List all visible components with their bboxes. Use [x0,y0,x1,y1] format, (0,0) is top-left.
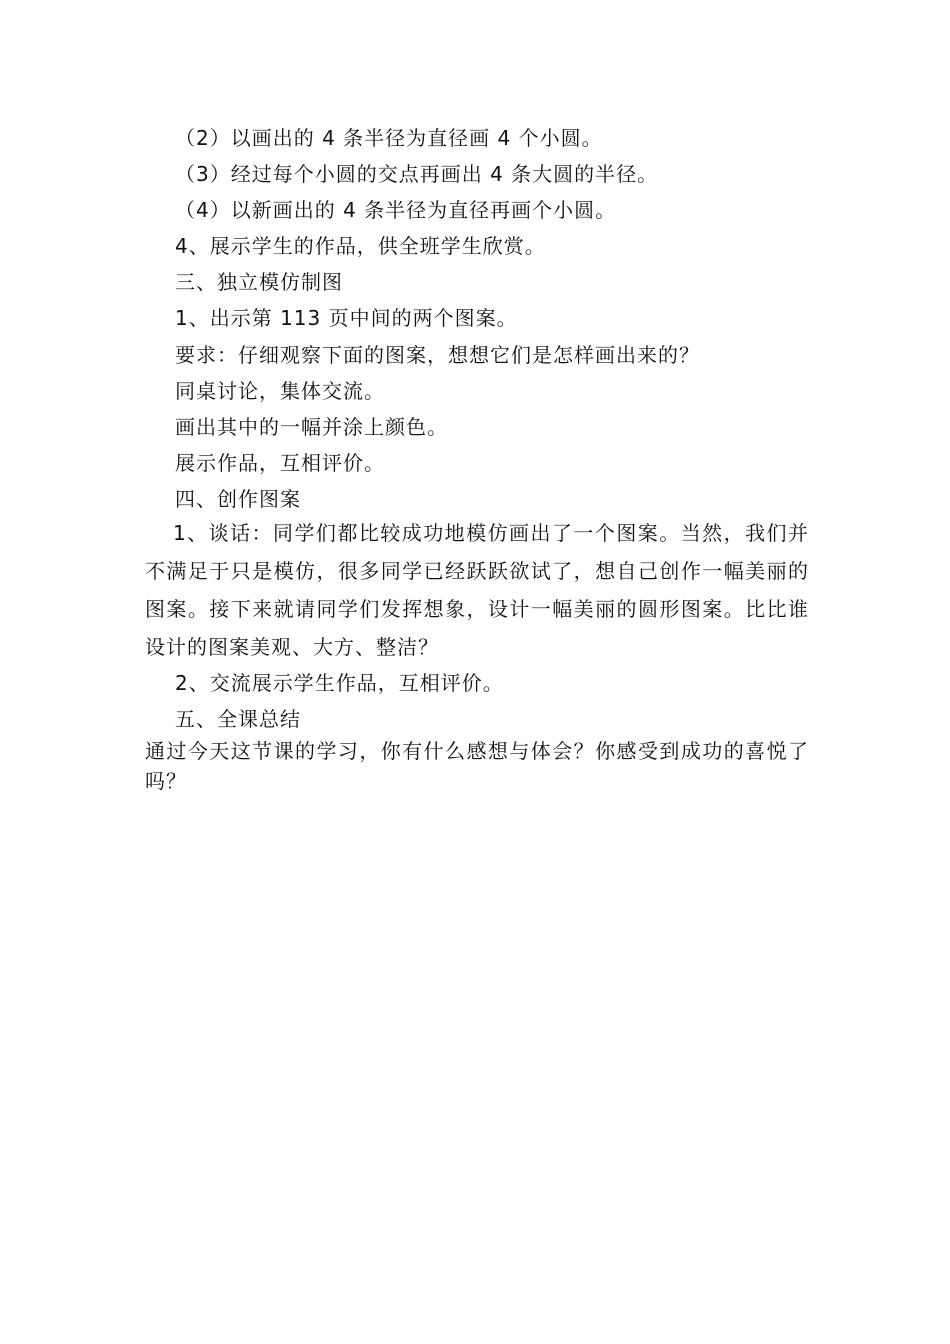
item-2-text: 2、交流展示学生作品，互相评价。 [175,671,504,695]
step-4-text: （4）以新画出的 4 条半径为直径再画个小圆。 [175,198,617,222]
step-2-text: （2）以画出的 4 条半径为直径画 4 个小圆。 [175,126,603,150]
evaluate-text: 展示作品，互相评价。 [175,451,385,475]
item-1-text: 1、出示第 113 页中间的两个图案。 [175,306,518,330]
draw-color-text: 画出其中的一幅并涂上颜色。 [175,415,448,439]
discussion-text: 同桌讨论，集体交流。 [175,379,385,403]
section-heading-5: 五、全课总结 [175,707,301,731]
talk-paragraph-text: 1、谈话：同学们都比较成功地模仿画出了一个图案。当然，我们并不满足于只是模仿，很多同学已经跃跃欲试了，想自己创作一幅美丽的图案。接下来就请同学们发挥想象，设计一幅美丽的圆形图案。比比谁设计的图案美观、大方、整洁？ [145,521,809,659]
summary-paragraph: 通过今天这节课的学习，你有什么感想与体会？你感受到成功的喜悦了吗？ [145,739,809,793]
talk-paragraph [145,514,809,666]
requirement-text: 要求：仔细观察下面的图案，想想它们是怎样画出来的？ [175,343,700,367]
section-heading-4: 四、创作图案 [175,487,301,511]
section-heading-3: 三、独立模仿制图 [175,270,343,294]
show-works-text: 4、展示学生的作品，供全班学生欣赏。 [175,234,546,258]
step-3-text: （3）经过每个小圆的交点再画出 4 条大圆的半径。 [175,162,659,186]
